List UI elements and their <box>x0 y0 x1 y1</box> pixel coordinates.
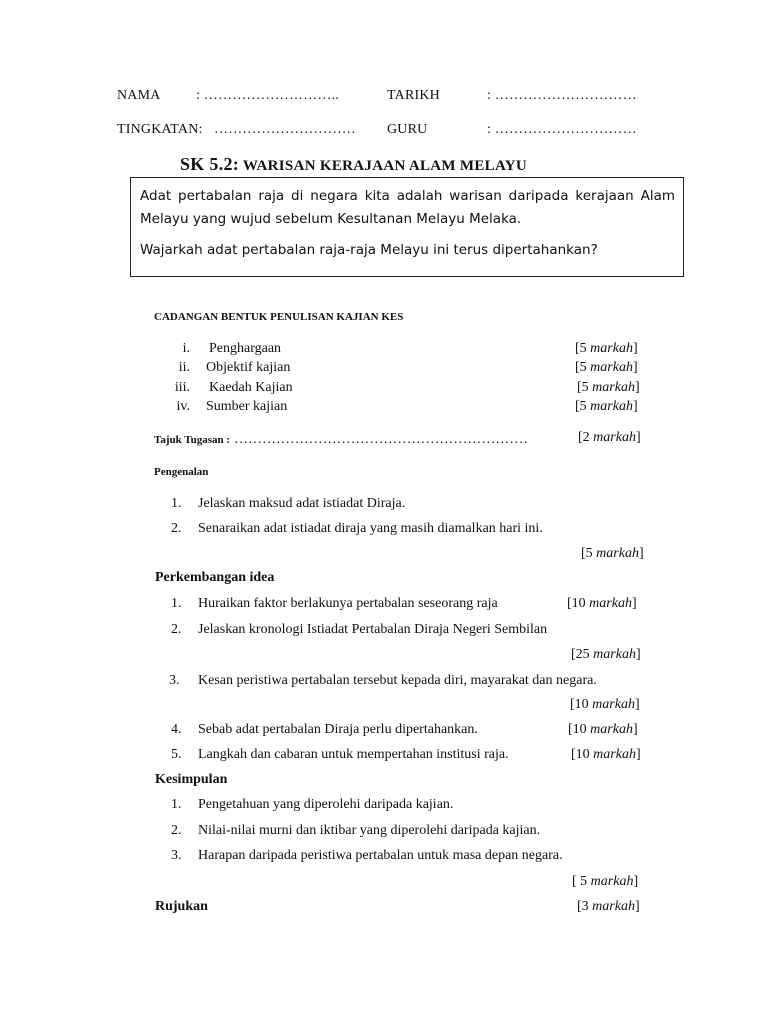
mark-num: [10 <box>571 747 590 762</box>
kesimpulan-mark-word: markah <box>590 874 634 889</box>
pengenalan-item-text: Senaraikan adat istiadat diraja yang masih diamalkan hari ini. <box>198 521 543 536</box>
mark-num: [10 <box>567 596 586 611</box>
tajuk-dots: ……………………………………………………… <box>234 432 529 447</box>
tajuk-row <box>154 430 528 448</box>
perkembangan-item-number: 1. <box>171 596 182 611</box>
kesimpulan-item-number: 2. <box>171 823 182 838</box>
perkembangan-item-text: Kesan peristiwa pertabalan tersebut kepada diri, mayarakat dan negara. <box>198 673 597 688</box>
cadangan-item-label: Kaedah Kajian <box>209 380 293 395</box>
cadangan-heading: CADANGAN BENTUK PENULISAN KAJIAN KES <box>154 311 404 323</box>
perkembangan-item-number: 3. <box>169 673 180 688</box>
nama-field: : ……………………….. <box>196 88 339 103</box>
title-text: WARISAN KERAJAAN ALAM MELAYU <box>242 158 528 174</box>
rujukan-mark-num: [3 <box>577 899 589 914</box>
mark-word: markah <box>590 360 633 375</box>
tajuk-mark-close: ] <box>635 430 641 445</box>
perkembangan-item-mark <box>568 722 638 738</box>
perkembangan-item-number: 2. <box>171 622 182 637</box>
pengenalan-mark-word: markah <box>596 546 639 561</box>
perkembangan-item-mark <box>570 697 640 713</box>
kesimpulan-mark-num: [ 5 <box>572 874 588 889</box>
perkembangan-item-text: Huraikan faktor berlakunya pertabalan seseorang raja <box>198 596 498 611</box>
mark-close: ] <box>632 722 638 737</box>
kesimpulan-item-number: 3. <box>171 848 182 863</box>
perkembangan-item-number: 4. <box>171 722 182 737</box>
mark-open: [ <box>575 399 580 414</box>
mark-close: ] <box>635 647 641 662</box>
mark-word: markah <box>590 722 633 737</box>
mark-close: ] <box>632 341 638 356</box>
mark-num: 5 <box>579 360 587 375</box>
kesimpulan-mark <box>572 874 638 890</box>
pengenalan-item-number: 2. <box>171 521 182 536</box>
nama-label: NAMA <box>117 88 161 103</box>
cadangan-item-number: iv. <box>176 399 190 414</box>
box-paragraph-2: Wajarkah adat pertabalan raja-raja Melayu ini terus dipertahankan? <box>140 242 598 258</box>
rujukan-mark-word: markah <box>592 899 635 914</box>
tarikh-label: TARIKH <box>387 88 440 103</box>
pengenalan-mark-close: ] <box>638 546 644 561</box>
mark-close: ] <box>632 399 638 414</box>
tingkatan-label: TINGKATAN: <box>117 122 203 137</box>
cadangan-item-label: Objektif kajian <box>206 360 291 375</box>
cadangan-item-mark <box>575 341 638 357</box>
mark-open: [ <box>575 360 580 375</box>
cadangan-item-mark <box>575 399 638 415</box>
mark-word: markah <box>592 380 635 395</box>
perkembangan-item-mark <box>567 596 637 612</box>
pengenalan-item-number: 1. <box>171 496 182 511</box>
rujukan-mark-close: ] <box>634 899 640 914</box>
perkembangan-item-text: Jelaskan kronologi Istiadat Pertabalan Diraja Negeri Sembilan <box>198 622 548 637</box>
mark-close: ] <box>632 360 638 375</box>
pengenalan-mark <box>581 546 644 562</box>
kesimpulan-item-text: Nilai-nilai murni dan iktibar yang diperolehi daripada kajian. <box>198 823 541 838</box>
mark-close: ] <box>635 747 641 762</box>
mark-num: [25 <box>571 647 590 662</box>
pengenalan-item-text: Jelaskan maksud adat istiadat Diraja. <box>198 496 406 511</box>
cadangan-item-mark <box>577 380 640 396</box>
cadangan-item-label: Penghargaan <box>209 341 282 356</box>
kesimpulan-heading: Kesimpulan <box>155 772 228 787</box>
rujukan-mark <box>577 899 640 915</box>
perkembangan-item-number: 5. <box>171 747 182 762</box>
mark-close: ] <box>631 596 637 611</box>
tajuk-mark-word: markah <box>593 430 636 445</box>
mark-word: markah <box>593 747 636 762</box>
mark-close: ] <box>634 697 640 712</box>
title-code: SK 5.2: <box>180 154 240 174</box>
perkembangan-item-text: Sebab adat pertabalan Diraja perlu dipertahankan. <box>198 722 478 737</box>
mark-open: [ <box>577 380 582 395</box>
mark-open: [ <box>575 341 580 356</box>
mark-num: [10 <box>570 697 589 712</box>
pengenalan-heading: Pengenalan <box>154 466 209 478</box>
perkembangan-item-mark <box>571 747 641 763</box>
tajuk-mark <box>578 430 641 446</box>
perkembangan-item-text: Langkah dan cabaran untuk mempertahan institusi raja. <box>198 747 509 762</box>
cadangan-item-number: ii. <box>178 360 190 375</box>
mark-word: markah <box>590 341 633 356</box>
rujukan-heading: Rujukan <box>155 899 208 914</box>
pengenalan-mark-num: [5 <box>581 546 593 561</box>
mark-close: ] <box>634 380 640 395</box>
mark-num: 5 <box>581 380 589 395</box>
guru-field: : ………………………… <box>487 122 637 137</box>
mark-word: markah <box>589 596 632 611</box>
question-box <box>130 177 684 277</box>
mark-num: 5 <box>579 399 587 414</box>
tingkatan-field: ………………………… <box>214 122 356 137</box>
tarikh-field: : ………………………… <box>487 88 637 103</box>
mark-word: markah <box>592 697 635 712</box>
kesimpulan-item-text: Pengetahuan yang diperolehi daripada kajian. <box>198 797 454 812</box>
guru-label: GURU <box>387 122 428 137</box>
page-title <box>180 154 527 175</box>
tajuk-mark-num: [2 <box>578 430 590 445</box>
box-paragraph-1: Adat pertabalan raja di negara kita adalah warisan daripada kerajaan Alam Melayu yang wujud sebelum Kesultanan Melayu Melaka. <box>140 188 675 227</box>
cadangan-item-number: i. <box>182 341 190 356</box>
kesimpulan-item-text: Harapan daripada peristiwa pertabalan untuk masa depan negara. <box>198 848 563 863</box>
perkembangan-heading: Perkembangan idea <box>155 570 275 585</box>
perkembangan-item-mark <box>571 647 641 663</box>
mark-word: markah <box>593 647 636 662</box>
mark-num: 5 <box>579 341 587 356</box>
cadangan-item-mark <box>575 360 638 376</box>
mark-num: [10 <box>568 722 587 737</box>
tajuk-label: Tajuk Tugasan : <box>154 434 231 446</box>
kesimpulan-mark-close: ] <box>633 874 639 889</box>
kesimpulan-item-number: 1. <box>171 797 182 812</box>
mark-word: markah <box>590 399 633 414</box>
cadangan-item-number: iii. <box>174 380 190 395</box>
cadangan-item-label: Sumber kajian <box>206 399 288 414</box>
